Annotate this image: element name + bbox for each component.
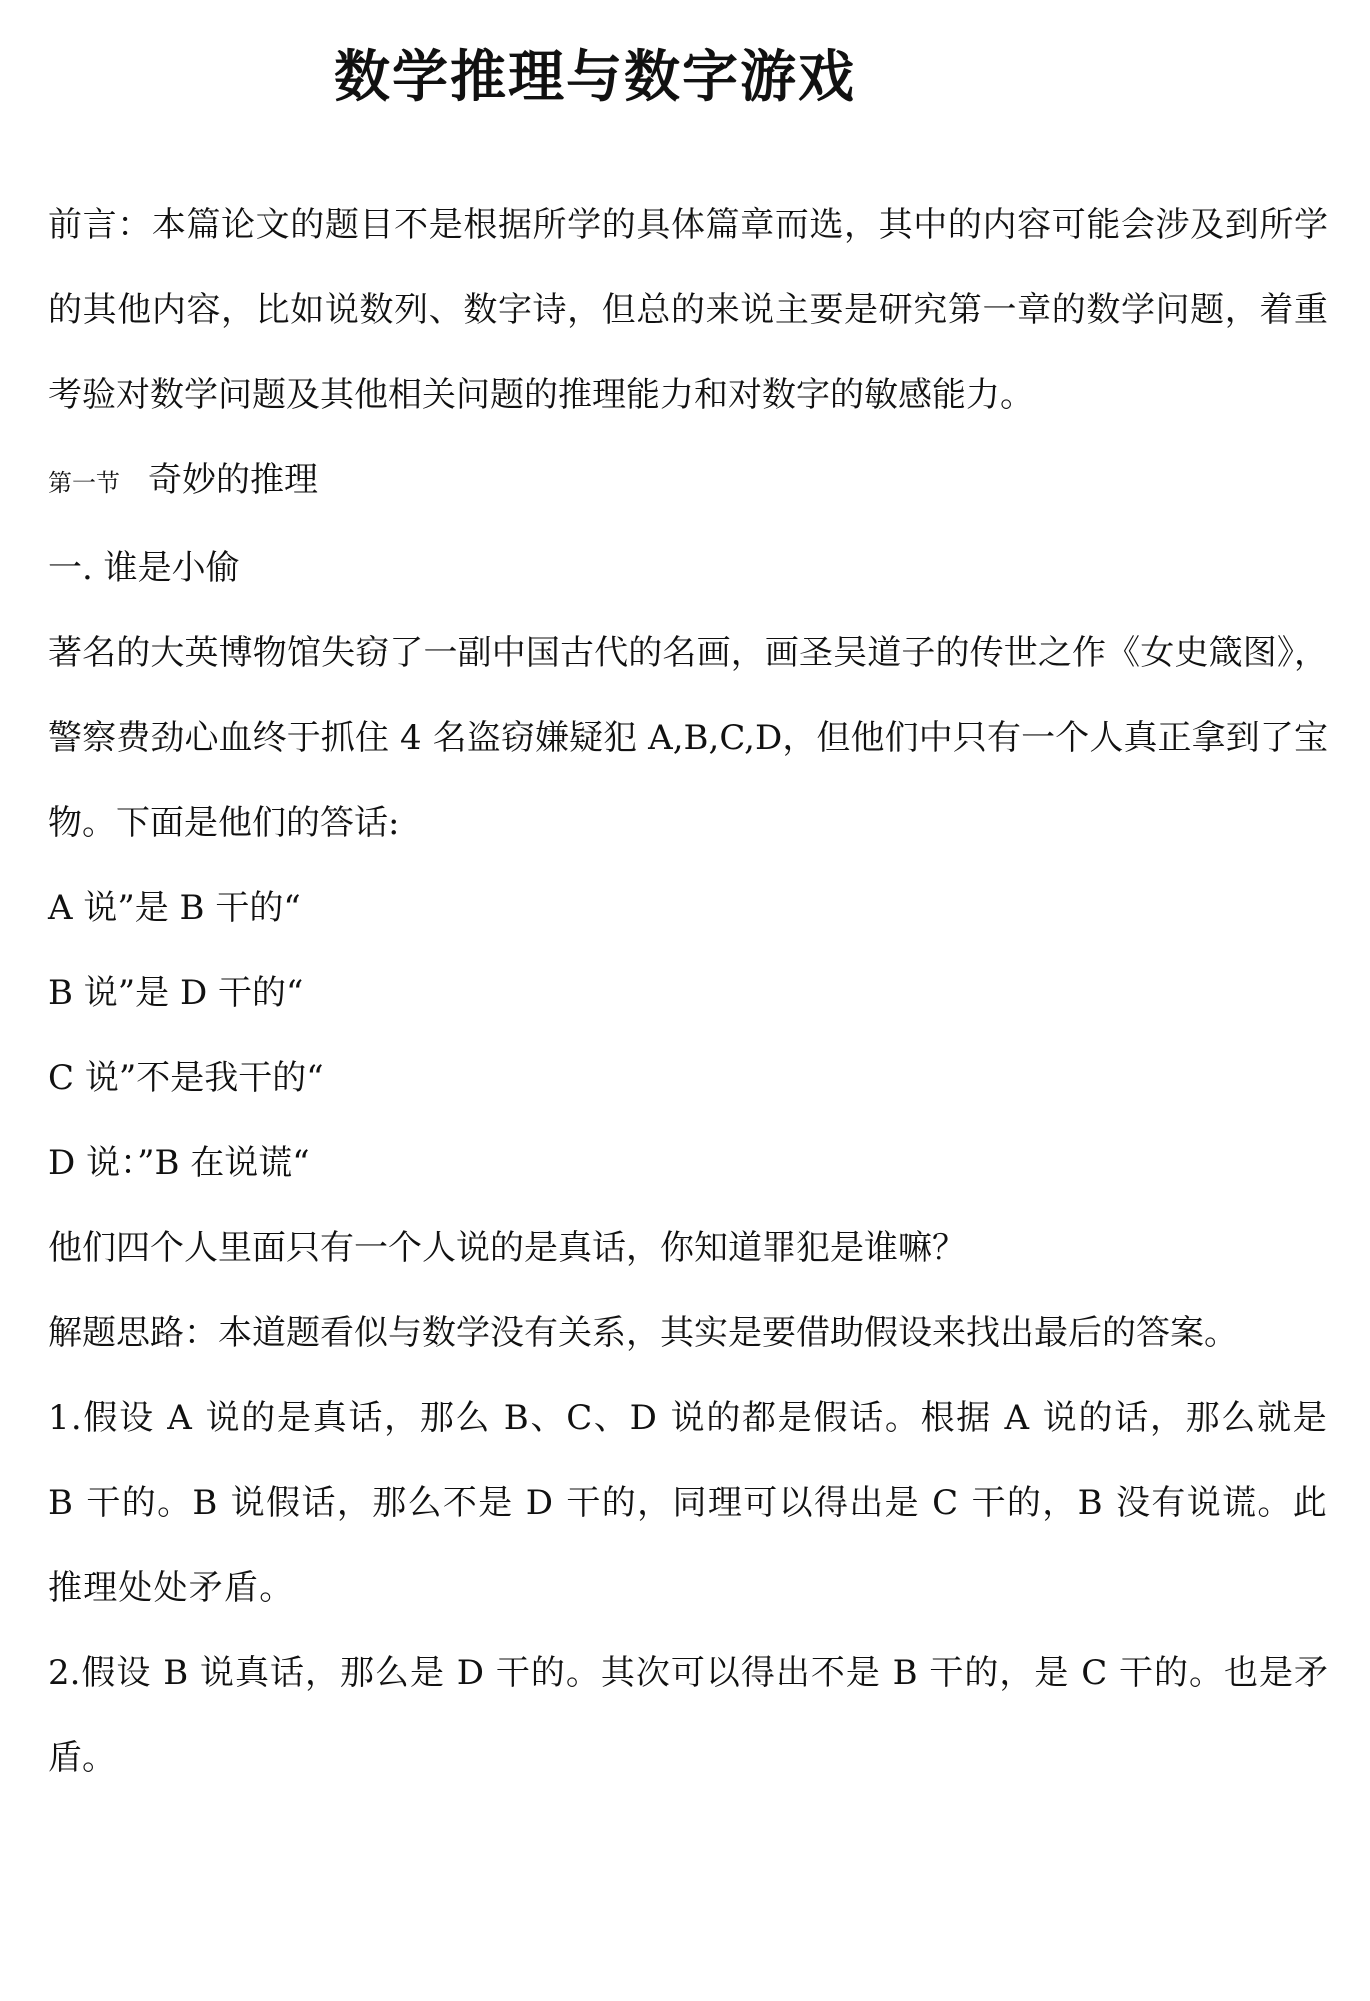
section-number: 第一节 [48,469,120,497]
statement-line: B 说”是 D 干的“ [48,973,304,1013]
statement-line: C 说”不是我干的“ [48,1058,324,1098]
question-line: 他们四个人里面只有一个人说的是真话，你知道罪犯是谁嘛？ [48,1228,966,1268]
statement-line: D 说：”B 在说谎“ [48,1143,310,1183]
preface-paragraph: 前言：本篇论文的题目不是根据所学的具体篇章而选，其中的内容可能会涉及到所学的其他内容，比如说数列、数字诗，但总的来说主要是研究第一章的数学问题，着重考验对数学问题及其他相关问题的推理能力和对数字的敏感能力。 [48,205,1328,415]
case-paragraph: 1.假设 A 说的是真话，那么 B、C、D 说的都是假话。根据 A 说的话，那么就是 B 干的。B 说假话，那么不是 D 干的，同理可以得出是 C 干的，B 没有说谎。此推理处处矛盾。 [48,1398,1328,1608]
case-paragraph: 2.假设 B 说真话，那么是 D 干的。其次可以得出不是 B 干的，是 C 干的。也是矛盾。 [48,1653,1328,1778]
document-title: 数学推理与数字游戏 [334,45,856,110]
subsection-heading: 一. 谁是小偷 [48,548,240,588]
solution-intro-paragraph: 解题思路：本道题看似与数学没有关系，其实是要借助假设来找出最后的答案。 [48,1313,1238,1353]
section-title: 奇妙的推理 [148,460,318,500]
statement-line: A 说”是 B 干的“ [48,888,301,928]
story-paragraph: 著名的大英博物馆失窃了一副中国古代的名画，画圣吴道子的传世之作《女史箴图》，警察费劲心血终于抓住 4 名盗窃嫌疑犯 A,B,C,D，但他们中只有一个人真正拿到了宝物。下面是他们的答话: [48,633,1328,843]
document-body [48,183,1328,1801]
section-heading [48,438,1328,526]
